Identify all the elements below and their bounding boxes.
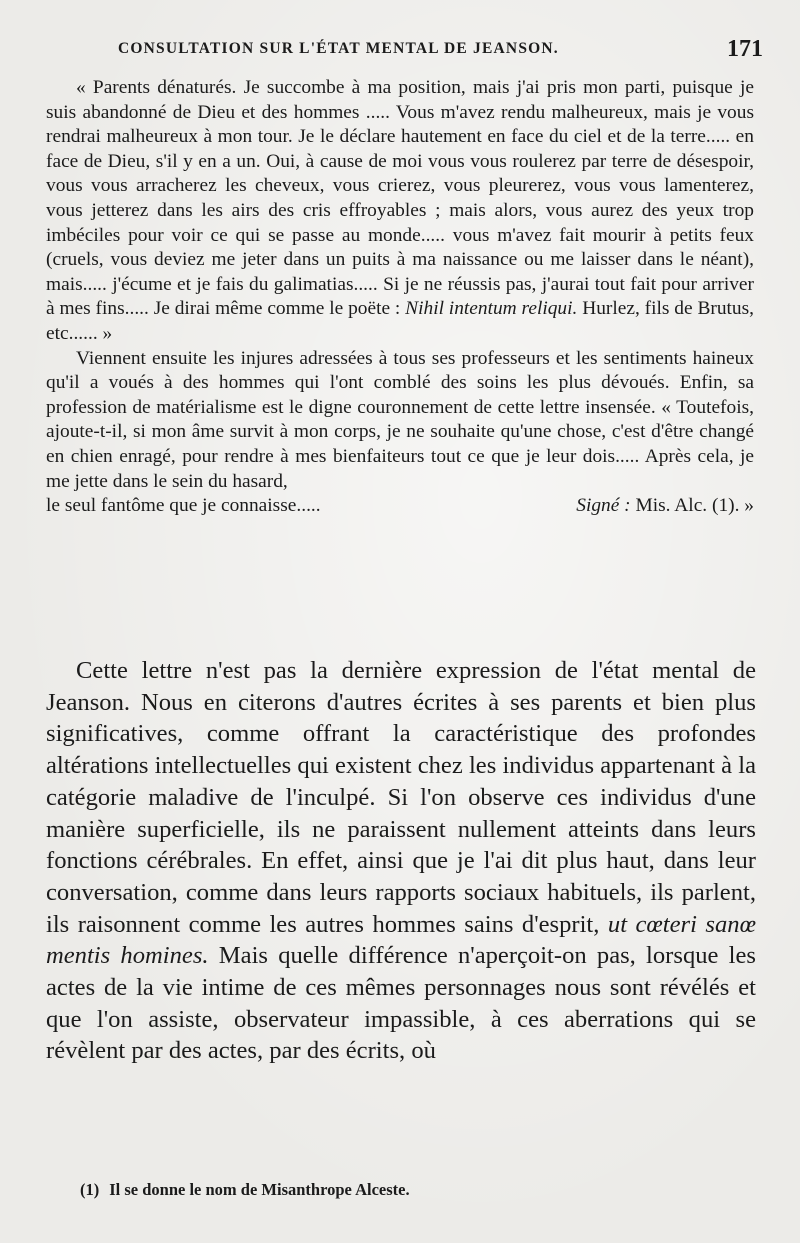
signature — [576, 494, 754, 519]
body-text-1: Cette lettre n'est pas la dernière expression de l'état mental de Jeanson. Nous en citerons d'autres écrites à ses parents et bien plus significatives, comme offrant la caractéristique des profondes altérations intellectuelles qui existent chez les individus appartenant à la catégorie maladive de l'inculpé. Si l'on observe ces individus d'une manière superficielle, ils ne paraissent nullement atteints dans leurs fonctions cérébrales. En effet, ainsi que je l'ai dit plus haut, dans leur conversation, comme dans leurs rapports sociaux habituels, ils parlent, ils raisonnent comme les autres hommes sains d'esprit, — [46, 657, 756, 938]
signed-label: Signé : — [576, 495, 631, 517]
quote-paragraph-2 — [46, 347, 754, 495]
body-paragraph — [46, 655, 756, 1067]
quoted-letter — [46, 76, 754, 519]
latin-phrase: Nihil intentum reliqui. — [405, 298, 578, 320]
latin-citation: ut cœteri sanœ mentis homines. — [46, 910, 756, 970]
quote-text-3: Viennent ensuite les injures adressées à tous ses professeurs et les sentiments haineux qu'il a voués à des hommes qui l'ont comblé des soins les plus dévoués. Enfin, sa profession de matérialisme est le digne couronnement de cette lettre insensée. « Toutefois, ajoute-t-il, si mon âme survit à mon corps, je ne souhaite qu'une chose, c'est d'être changé en chien enragé, pour rendre à mes bienfaiteurs tout ce que je leur dois..... Après cela, je me jette dans le sein du hasard, — [46, 347, 754, 492]
signature-line — [46, 494, 754, 519]
quote-text-1: « Parents dénaturés. Je succombe à ma position, mais j'ai pris mon parti, puisque je suis abandonné de Dieu et des hommes ..... Vous m'avez rendu malheureux, mais je vous rendrai malheureux à mon tour. Je le déclare hautement en face du ciel et de la terre..... en face de Dieu, s'il y en a un. Oui, à cause de moi vous vous roulerez par terre de désespoir, vous vous arracherez les cheveux, vous crierez, vous pleurerez, vous vous lamenterez, vous jetterez dans les airs des cris effroyables ; mais alors, vous aurez des yeux trop imbéciles pour voir ce qui se passe au monde..... vous m'avez fait mourir à petits feux (cruels, vous deviez me jeter dans un puits à ma naissance ou me laisser dans le néant), mais..... j'écume et je fais du galimatias..... Si je ne réussis pas, j'aurai tout fait pour arriver à mes fins..... Je dirai même comme le poëte : — [46, 77, 754, 320]
footnote — [80, 1180, 410, 1200]
quote-text-2: Hurlez, fils de Brutus, etc...... » — [46, 298, 755, 344]
page-header — [118, 36, 763, 64]
quote-paragraph-1 — [46, 76, 754, 347]
footnote-text: Il se donne le nom de Misanthrope Alceste. — [109, 1180, 410, 1199]
quote-last-line: le seul fantôme que je connaisse..... — [46, 495, 321, 517]
page-number: 171 — [727, 36, 763, 62]
body-text-2: Mais quelle différence n'aperçoit-on pas, lorsque les actes de la vie intime de ces mêmes personnages nous sont révélés et que l'on assiste, observateur impassible, à ces aberrations qui se révèlent par des actes, par des écrits, où — [46, 942, 756, 1065]
signed-name: Mis. Alc. (1). » — [635, 495, 754, 517]
footnote-marker: (1) — [80, 1180, 100, 1199]
main-text — [46, 655, 756, 1067]
running-title: CONSULTATION SUR L'ÉTAT MENTAL DE JEANSON. — [118, 40, 559, 57]
